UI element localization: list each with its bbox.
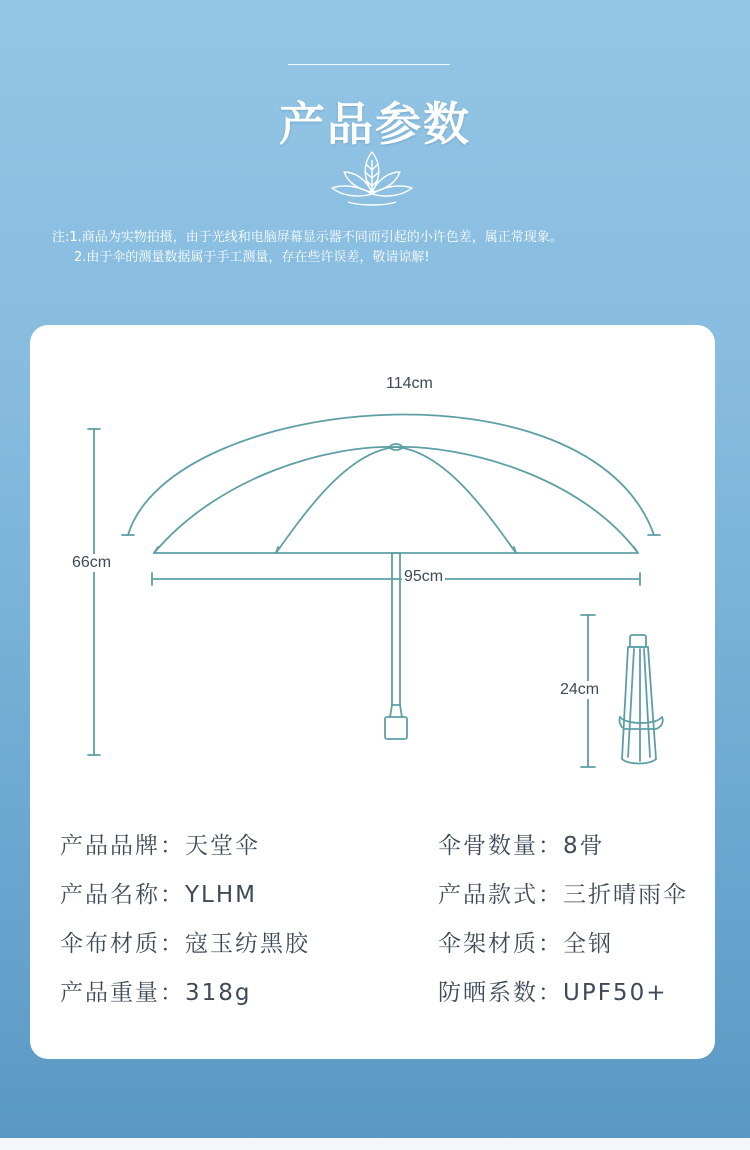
title-divider — [288, 64, 450, 65]
spec-value: 三折晴雨伞 — [563, 882, 688, 908]
spec-value: YLHM — [185, 882, 258, 908]
spec-value: 寇玉纺黑胶 — [185, 931, 310, 957]
spec-label: 防晒系数： — [438, 980, 563, 1006]
disclaimer-notes — [52, 228, 563, 268]
spec-item-weight — [60, 974, 252, 1007]
spec-item-name — [60, 876, 257, 909]
umbrella-handle — [385, 717, 407, 739]
spec-value: 全钢 — [563, 931, 613, 957]
spec-value: 天堂伞 — [185, 833, 260, 859]
spec-label: 伞骨数量： — [438, 833, 563, 859]
umbrella-canopy — [154, 447, 638, 553]
spec-item-style — [438, 876, 688, 909]
spec-item-fabric — [60, 925, 310, 958]
arc-length-label: 114cm — [386, 375, 433, 392]
bottom-strip — [0, 1138, 750, 1150]
folded-length-label: 24cm — [560, 681, 600, 698]
lotus-icon — [328, 146, 416, 214]
note-line-1: 注:1.商品为实物拍摄，由于光线和电脑屏幕显示器不同而引起的小许色差，属正常现象。 — [52, 230, 563, 245]
spec-value: UPF50+ — [563, 980, 668, 1006]
spec-item-ribs — [438, 827, 605, 860]
page-title: 产品参数 — [279, 97, 471, 151]
spec-label: 伞架材质： — [438, 931, 563, 957]
spec-value: 318g — [185, 980, 252, 1006]
spec-item-frame — [438, 925, 613, 958]
umbrella-dimension-diagram — [30, 325, 715, 785]
spec-label: 产品品牌： — [60, 833, 185, 859]
spec-label: 伞布材质： — [60, 931, 185, 957]
folded-umbrella-icon — [619, 635, 662, 764]
height-label: 66cm — [72, 554, 112, 571]
arc-dimension-line — [128, 415, 654, 535]
spec-label: 产品款式： — [438, 882, 563, 908]
note-line-2: 2.由于伞的测量数据属于手工测量，存在些许误差，敬请谅解! — [74, 250, 430, 265]
spec-label: 产品名称： — [60, 882, 185, 908]
spec-label: 产品重量： — [60, 980, 185, 1006]
umbrella-shaft — [392, 553, 400, 705]
span-label: 95cm — [404, 568, 444, 585]
spec-item-brand — [60, 827, 260, 860]
spec-card — [30, 325, 715, 1059]
spec-value: 8骨 — [563, 833, 605, 859]
spec-item-upf — [438, 974, 667, 1007]
